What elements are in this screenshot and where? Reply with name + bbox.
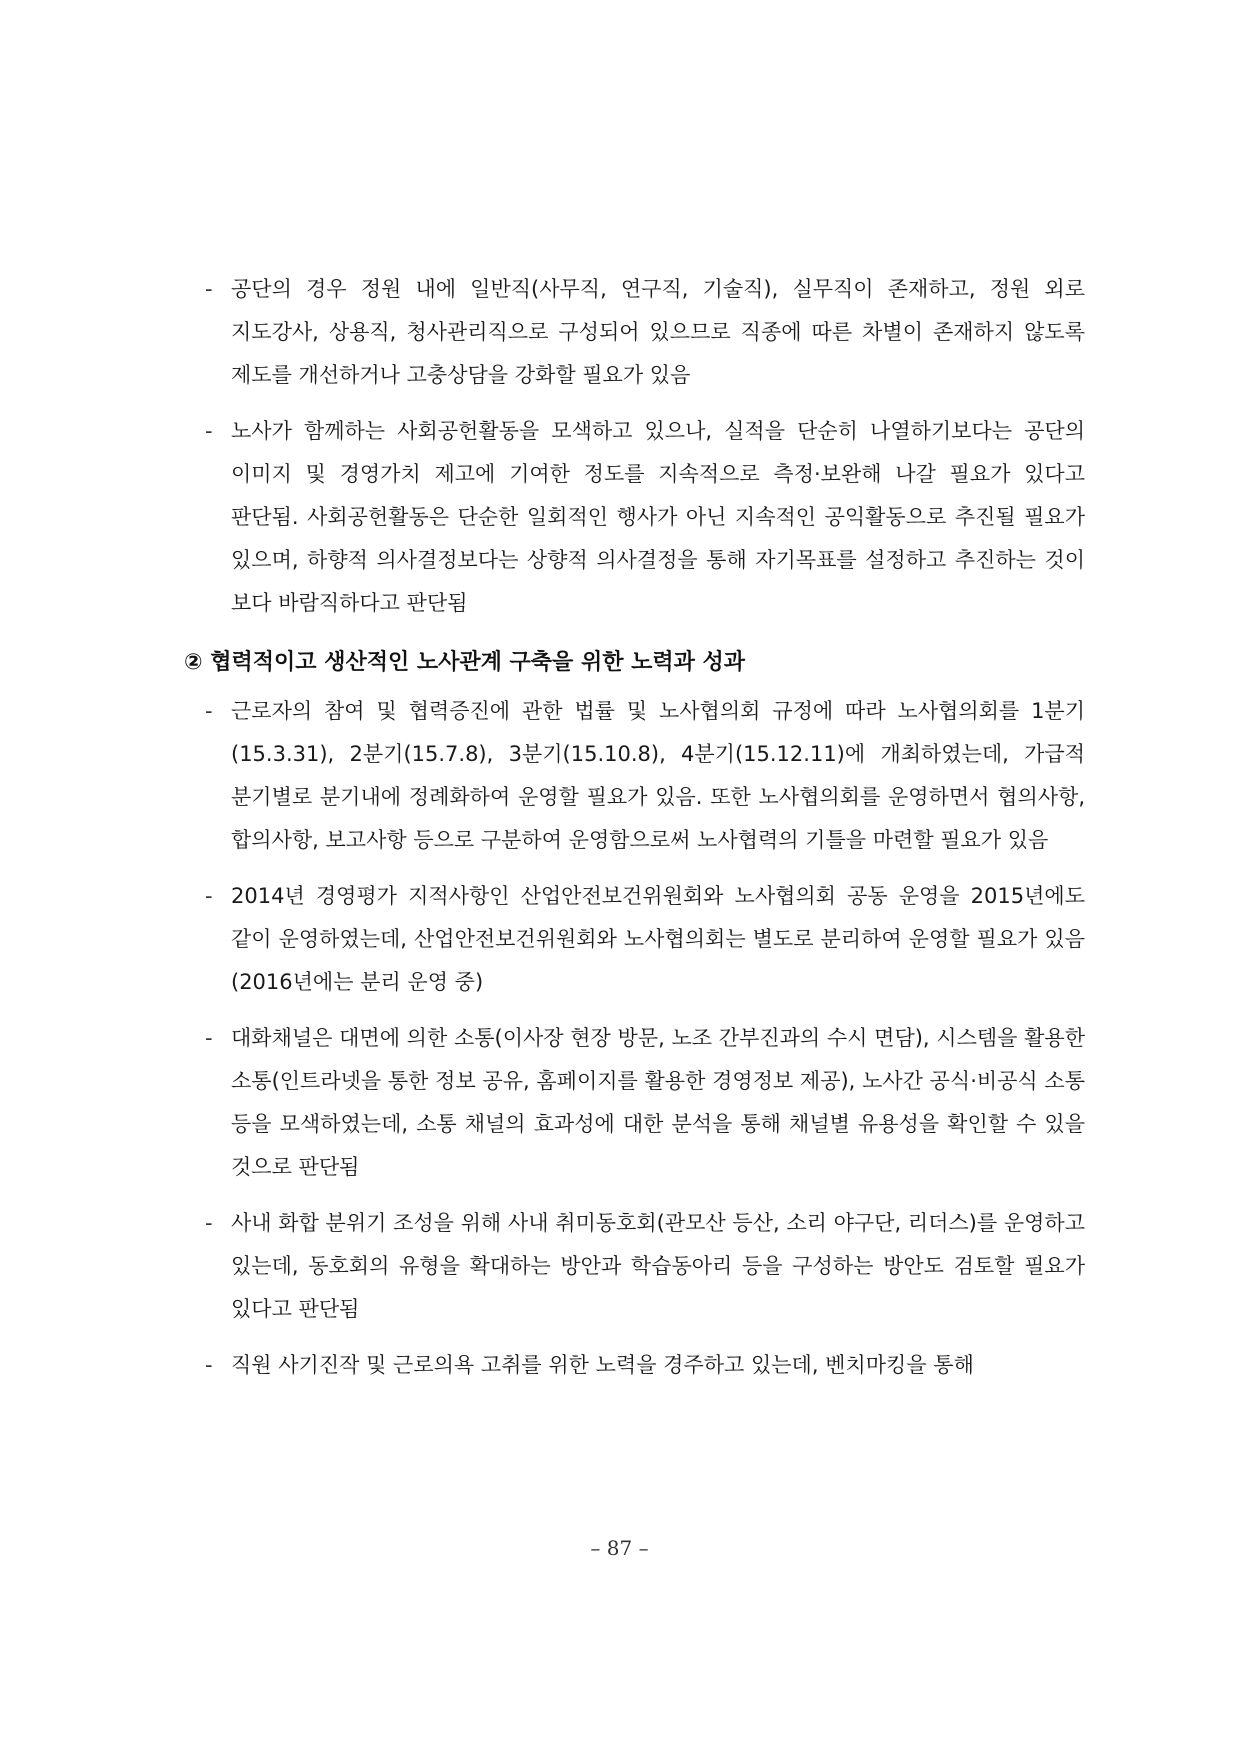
dash-bullet: - — [205, 419, 213, 443]
page-number: – 87 – — [590, 1536, 649, 1560]
paragraph-text: 근로자의 참여 및 협력증진에 관한 법률 및 노사협의회 규정에 따라 노사협의회를 1분기(15.3.31), 2분기(15.7.8), 3분기(15.10.8), 4분기(15.12.11)에 개최하였는데, 가급적 분기별로 분기내에 정례화하여 운영할 필요가 있음. 또한 노사협의회를 운영하면서 협의사항, 합의사항, 보고사항 등으로 구분하여 운영함으로써 노사협력의 기틀을 마련할 필요가 있음 — [231, 699, 1085, 852]
page-content — [184, 268, 1085, 1400]
paragraph-text: 2014년 경영평가 지적사항인 산업안전보건위원회와 노사협의회 공동 운영을 2015년에도 같이 운영하였는데, 산업안전보건위원회와 노사협의회는 별도로 분리하여 운영할 필요가 있음(2016년에는 분리 운영 중) — [231, 884, 1085, 994]
dash-bullet: - — [205, 1353, 213, 1377]
list-item — [205, 1017, 1085, 1189]
paragraph-text: 직원 사기진작 및 근로의욕 고취를 위한 노력을 경주하고 있는데, 벤치마킹을 통해 — [231, 1353, 974, 1377]
list-item — [205, 875, 1085, 1004]
list-item — [205, 1202, 1085, 1331]
paragraph-text: 공단의 경우 정원 내에 일반직(사무직, 연구직, 기술직), 실무직이 존재하고, 정원 외로 지도강사, 상용직, 청사관리직으로 구성되어 있으므로 직종에 따른 차별이 존재하지 않도록 제도를 개선하거나 고충상담을 강화할 필요가 있음 — [231, 277, 1085, 387]
section-heading: ② 협력적이고 생산적인 노사관계 구축을 위한 노력과 성과 — [184, 650, 746, 675]
paragraph-text: 사내 화합 분위기 조성을 위해 사내 취미동호회(관모산 등산, 소리 야구단, 리더스)를 운영하고 있는데, 동호회의 유형을 확대하는 방안과 학습동아리 등을 구성하는 방안도 검토할 필요가 있다고 판단됨 — [231, 1211, 1085, 1321]
dash-bullet: - — [205, 699, 213, 723]
list-item — [205, 268, 1085, 397]
dash-bullet: - — [205, 1026, 213, 1050]
dash-bullet: - — [205, 884, 213, 908]
paragraph-text: 대화채널은 대면에 의한 소통(이사장 현장 방문, 노조 간부진과의 수시 면담), 시스템을 활용한 소통(인트라넷을 통한 정보 공유, 홈페이지를 활용한 경영정보 제공), 노사간 공식·비공식 소통 등을 모색하였는데, 소통 채널의 효과성에 대한 분석을 통해 채널별 유용성을 확인할 수 있을 것으로 판단됨 — [231, 1026, 1085, 1179]
list-item — [205, 690, 1085, 862]
paragraph-text: 노사가 함께하는 사회공헌활동을 모색하고 있으나, 실적을 단순히 나열하기보다는 공단의 이미지 및 경영가치 제고에 기여한 정도를 지속적으로 측정·보완해 나갈 필요가 있다고 판단됨. 사회공헌활동은 단순한 일회적인 행사가 아닌 지속적인 공익활동으로 추진될 필요가 있으며, 하향적 의사결정보다는 상향적 의사결정을 통해 자기목표를 설정하고 추진하는 것이 보다 바람직하다고 판단됨 — [231, 419, 1085, 615]
dash-bullet: - — [205, 277, 213, 301]
list-item — [205, 410, 1085, 625]
list-item — [205, 1344, 1085, 1387]
dash-bullet: - — [205, 1211, 213, 1235]
